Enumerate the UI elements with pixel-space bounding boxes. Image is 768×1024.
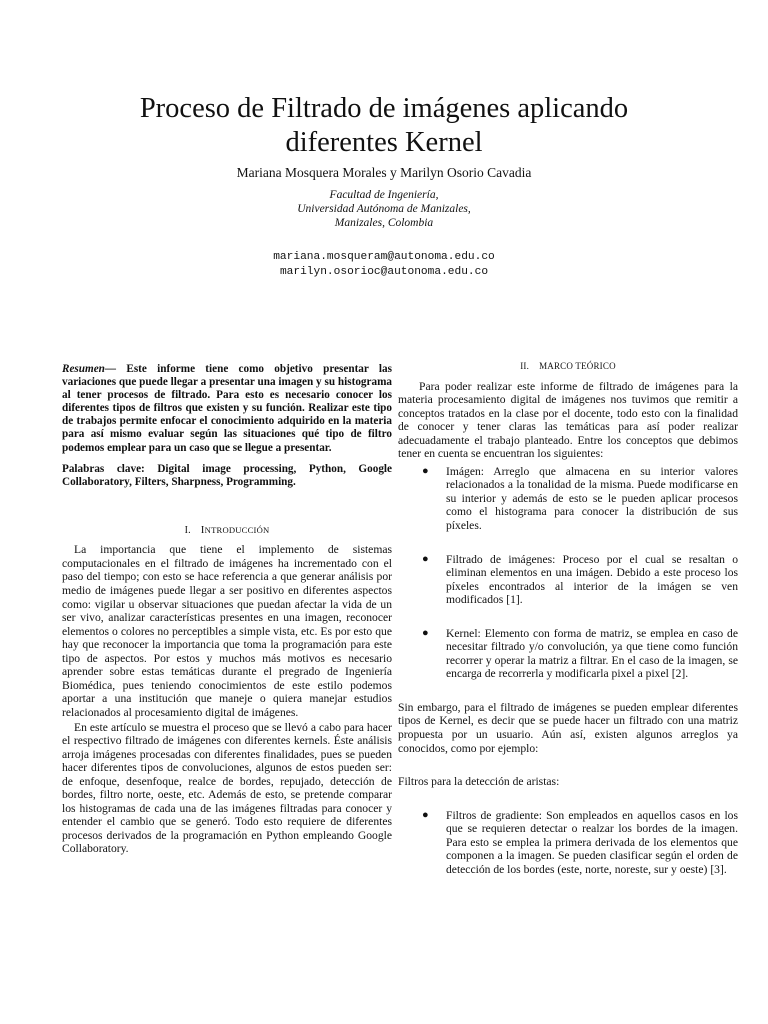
intro-paragraph-1: La importancia que tiene el implemento de sistemas computacionales en el filtrado de imágenes ha incrementado con el paso del tiempo; con esto se hace referencia a que generar análisis por medio de imágenes puede llegar a ser positivo en diferentes aspectos como: vigilar u observar situaciones que puedan afectar la vida de un ser vivo, analizar características presentes en una imagen, reconocer elementos o colores no perceptibles a simple vista, etc. Es por esto que hay que reconocer la importancia que toma la programación para este tipo de aspectos. Por estos y muchos más motivos es necesario aprender sobre estas temáticas durante el pregrado de Ingeniería Biomédica, pues teniendo conocimientos de este estilo podemos aportar a una institución que maneje o quiera manejar estudios relacionados al procesamiento digital de imágenes. [62,543,392,719]
affiliation-line: Universidad Autónoma de Manizales, [297,203,471,215]
bullet-icon: ● [422,552,429,565]
left-column [62,360,392,856]
section-heading-introduccion [62,524,392,538]
list-item [398,627,738,681]
title-line-2: diferentes Kernel [285,127,483,158]
list-item [398,553,738,607]
affiliation [60,188,708,230]
email-link[interactable]: marilyn.osorioc@autonoma.edu.co [279,266,489,278]
list-item [398,809,738,877]
list-item-text: Filtrado de imágenes: Proceso por el cual se resaltan o eliminan elementos en una imágen. Debido a este proceso los píxeles encontrados al interior de la imágen se ven modificados [1]. [446,552,738,607]
bullet-icon: ● [422,626,429,639]
keywords: Palabras clave: Digital image processing, Python, Google Collaboratory, Filters, Sharpness, Programming. [62,462,392,488]
section-heading-marco-teorico [398,360,738,374]
intro-paragraph-2: En este artículo se muestra el proceso que se llevó a cabo para hacer el respectivo filtrado de imágenes con diferentes kernels. Éste análisis arroja imágenes procesadas con diferentes finalidades, pues se pueden hacer diferentes tipos de convoluciones, algunos de estos pueden ser: de enfoque, desenfoque, realce de bordes, repujado, detección de bordes, filtro norte, oeste, etc. Además de esto, se pretende comparar los histogramas de cada una de las imágenes filtradas para conocer y entender el cambio que se generó. Todo esto requiere de diferentes procesos derivados de la programación en Python empleando Google Collaboratory. [62,720,392,856]
email-list [60,250,708,280]
list-item-text: Imágen: Arreglo que almacena en su interior valores relacionados a la tonalidad de la misma. Puede modificarse en su interior y además de esto se le pueden aplicar procesos como el histograma para conocer la distribución de sus píxeles. [446,464,738,533]
author-list: Mariana Mosquera Morales y Marilyn Osorio Cavadia [236,165,532,180]
bullet-icon: ● [422,464,429,477]
paper-title [60,92,708,160]
filter-list [398,809,738,877]
list-item [398,465,738,533]
filters-subheading: Filtros para la detección de aristas: [398,775,560,789]
marco-paragraph-2: Sin embargo, para el filtrado de imágenes se pueden emplear diferentes tipos de Kernel, es decir que se puede hacer un filtrado con una matriz propuesta por un usuario. Aún así, existen algunos arreglos ya conocidos, como por ejemplo: [398,700,738,755]
marco-intro-paragraph: Para poder realizar este informe de filtrado de imágenes para la materia procesamiento digital de imágenes nos tuvimos que remitir a conceptos tratados en la clase por el docente, todo esto con la finalidad de conocer y tener claras las temáticas para así poder realizar adecuadamente el trabajo planteado. Entre los conceptos que debimos tener en cuenta se encuentran los siguientes: [398,379,738,461]
section-number: I. [184,524,191,536]
section-number: II. [520,361,530,371]
affiliation-line: Facultad de Ingeniería, [329,189,439,201]
bullet-icon: ● [422,808,429,821]
section-title-initial: I [200,523,205,536]
title-line-1: Proceso de Filtrado de imágenes aplicando [139,93,629,124]
list-item-text: Filtros de gradiente: Son empleados en aquellos casos en los que se requieren detectar o realzar los bordes de la imagen. Para esto se emplea la primera derivada de los elementos que componen a la imagen. Se pueden clasificar según el orden de detección de los bordes (este, norte, noreste, sur y oeste) [3]. [446,808,738,876]
abstract-text: Este informe tiene como objetivo presentar las variaciones que puede llegar a presentar una imagen y su histograma al tener procesos de filtrado. Para esto es necesario conocer los diferentes tipos de filtros que existen y su función. Realizar este tipo de trabajos permite enfocar el conocimiento adquirido en la materia para así mismo evaluar según las situaciones qué tipo de filtro podemos emplear para un caso que se llegue a presentar. [62,363,392,454]
concept-list [398,465,738,681]
affiliation-line: Manizales, Colombia [334,217,434,229]
list-item-text: Kernel: Elemento con forma de matriz, se emplea en caso de necesitar filtrado y/o convolución, ya que tiene como función recorrer y operar la matriz a filtrar. En el caso de la imagen, se encarga de recorrerla y modificarla pixel a pixel [2]. [446,626,738,681]
right-column [398,360,738,876]
abstract-lead: Resumen— [62,363,117,375]
section-title: MARCO TEÓRICO [539,361,616,371]
email-link[interactable]: mariana.mosqueram@autonoma.edu.co [273,251,495,263]
section-title-rest: NTRODUCCIÓN [204,524,270,535]
abstract [62,360,392,455]
